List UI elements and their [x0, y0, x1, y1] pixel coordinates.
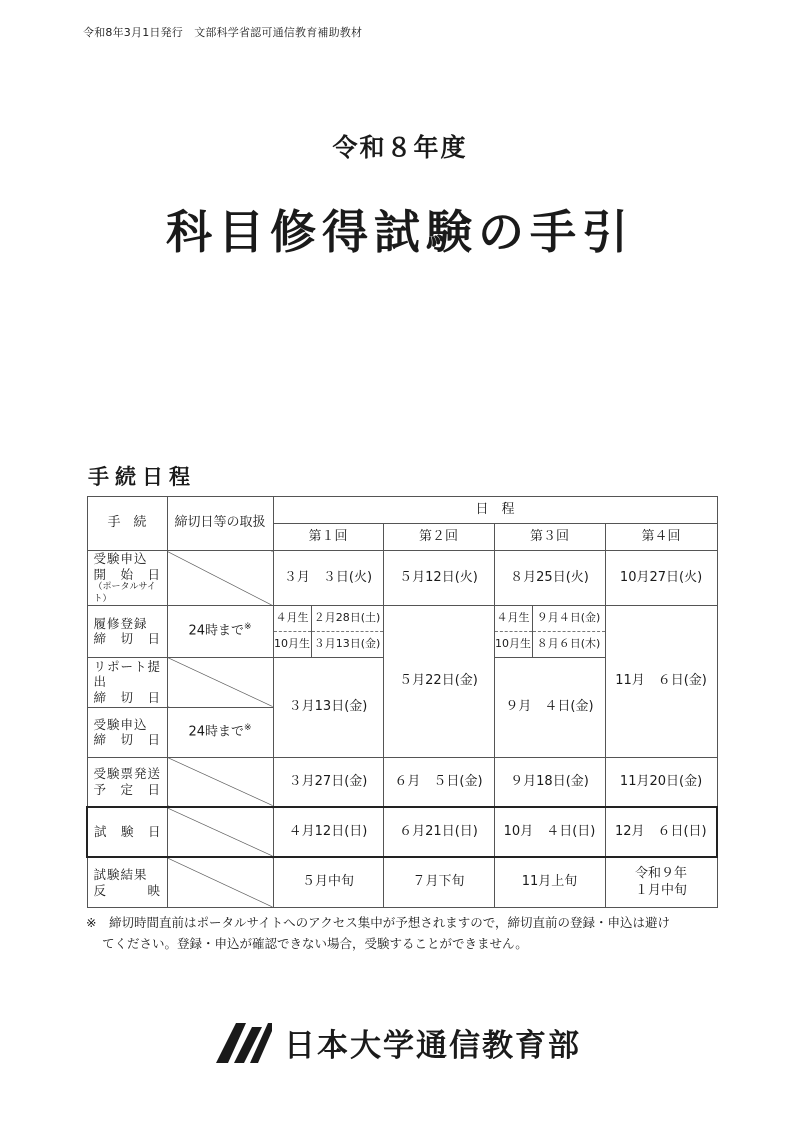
label-line: 履修登録 [93, 615, 148, 631]
cell-line: １月中旬 [635, 882, 688, 898]
handling-24h [167, 707, 273, 757]
group-label: 10月生 [494, 631, 532, 657]
row-label-application-start [87, 551, 167, 606]
schedule-table [86, 496, 718, 908]
schedule-cell: ９月18日(金) [494, 757, 605, 807]
group-label: 10月生 [273, 631, 311, 657]
label-line: 受験票発送 [93, 766, 162, 782]
publication-header: 令和8年3月1日発行 文部科学省認可通信教育補助教材 [83, 26, 363, 39]
round-1-header: 第１回 [273, 524, 383, 551]
handling-text: 24時まで [188, 623, 244, 639]
row-label-results [87, 857, 167, 907]
schedule-cell: ９月４日(金) [532, 605, 605, 631]
schedule-cell: ８月25日(火) [494, 551, 605, 606]
schedule-cell: 11月上旬 [494, 857, 605, 907]
handling-empty [167, 551, 273, 606]
schedule-cell: 12月 ６日(日) [605, 807, 717, 857]
round-4-header: 第４回 [605, 524, 717, 551]
schedule-cell: 11月20日(金) [605, 757, 717, 807]
round-2-header: 第２回 [383, 524, 494, 551]
label-line: 締 切 日 [93, 690, 162, 706]
row-label-exam-day: 試 験 日 [87, 807, 167, 857]
schedule-cell: 11月 ６日(金) [605, 605, 717, 757]
label-line: 受験申込 [93, 551, 148, 566]
schedule-cell: ５月22日(金) [383, 605, 494, 757]
row-label-application-deadline [87, 707, 167, 757]
note-line: てください。登録・申込が確認できない場合，受験することができません。 [102, 936, 528, 951]
schedule-section-title: 手続日程 [88, 465, 196, 489]
label-note: （ポータルサイト） [93, 582, 156, 604]
note-line: 締切時間直前はポータルサイトへのアクセス集中が予想されますので，締切直前の登録・申込は避け [109, 915, 671, 930]
label-line: 反 映 [93, 882, 162, 898]
schedule-cell: ６月 ５日(金) [383, 757, 494, 807]
label-line: 予 定 日 [93, 782, 162, 797]
label-line: 開 始 日 [93, 566, 162, 582]
schedule-cell: 10月27日(火) [605, 551, 717, 606]
group-label: ４月生 [273, 605, 311, 631]
logo-mark-icon [214, 1021, 272, 1065]
row-label-ticket-dispatch [87, 757, 167, 807]
schedule-cell: ２月28日(土) [311, 605, 383, 631]
university-logo [214, 1020, 581, 1065]
label-line: 締 切 日 [93, 732, 162, 748]
document-title: 科目修得試験の手引 [166, 205, 634, 259]
group-label: ４月生 [494, 605, 532, 631]
schedule-cell: ９月 ４日(金) [494, 657, 605, 757]
schedule-cell: ５月12日(火) [383, 551, 494, 606]
schedule-cell: ８月６日(木) [532, 631, 605, 657]
schedule-cell: ６月21日(日) [383, 807, 494, 857]
footnote [86, 912, 726, 954]
schedule-cell: ７月下旬 [383, 857, 494, 907]
schedule-cell: ３月 ３日(火) [273, 551, 383, 606]
row-label-report [87, 657, 167, 707]
header-procedure: 手 続 [87, 497, 167, 551]
label-line: 締 切 日 [93, 631, 162, 647]
handling-24h [167, 605, 273, 657]
cell-line: 令和９年 [635, 866, 688, 882]
header-schedule: 日 程 [273, 497, 717, 524]
schedule-cell: ３月13日(金) [273, 657, 383, 757]
fiscal-year-title: 令和８年度 [332, 133, 468, 162]
label-line: リポート提出 [93, 658, 162, 690]
handling-text: 24時まで [188, 724, 244, 740]
org-name: 日本大学通信教育部 [284, 1028, 581, 1064]
note-mark: ※ [244, 622, 252, 633]
label-line: 試験結果 [93, 866, 148, 882]
handling-empty [167, 857, 273, 907]
schedule-cell: ３月27日(金) [273, 757, 383, 807]
header-handling: 締切日等の取扱 [167, 497, 273, 551]
schedule-cell: ４月12日(日) [273, 807, 383, 857]
handling-empty [167, 807, 273, 857]
schedule-cell: ５月中旬 [273, 857, 383, 907]
label-line: 受験申込 [93, 716, 148, 732]
schedule-cell [605, 857, 717, 907]
schedule-cell: ３月13日(金) [311, 631, 383, 657]
handling-empty [167, 657, 273, 707]
note-mark: ※ [244, 723, 252, 734]
row-label-course-registration [87, 605, 167, 657]
schedule-cell: 10月 ４日(日) [494, 807, 605, 857]
handling-empty [167, 757, 273, 807]
note-mark: ※ [86, 915, 97, 930]
round-3-header: 第３回 [494, 524, 605, 551]
